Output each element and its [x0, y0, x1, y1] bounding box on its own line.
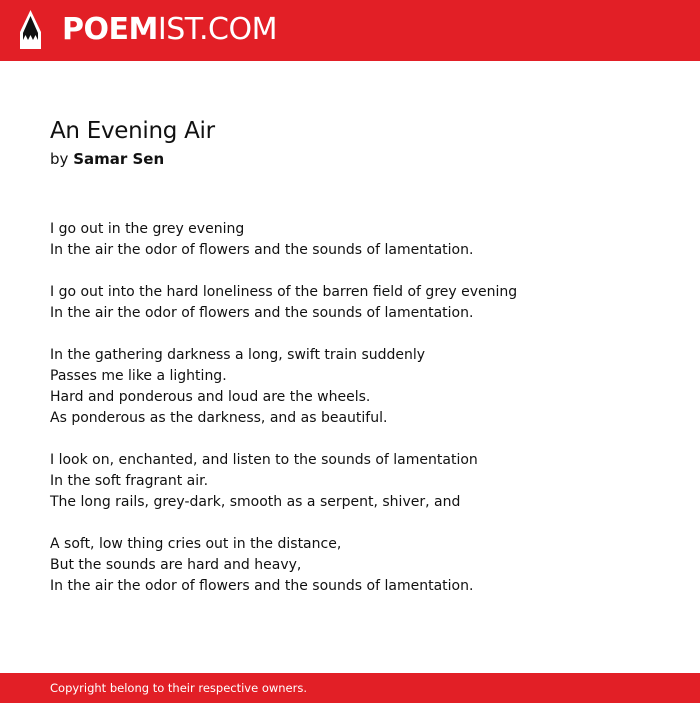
- poem-line: Hard and ponderous and loud are the wheels.: [50, 389, 371, 405]
- by-label: by: [50, 150, 69, 168]
- poem-byline: [50, 149, 164, 169]
- poem-line: I go out into the hard loneliness of the barren field of grey evening: [50, 284, 518, 300]
- poem-line: In the air the odor of flowers and the sounds of lamentation.: [50, 578, 474, 594]
- poem-stanza: [50, 534, 670, 597]
- pencil-tip-icon[interactable]: [18, 10, 43, 51]
- poem-line: I look on, enchanted, and listen to the sounds of lamentation: [50, 452, 478, 468]
- poem-line: As ponderous as the darkness, and as beautiful.: [50, 410, 388, 426]
- poem-line: I go out in the grey evening: [50, 221, 245, 237]
- poem-stanza: [50, 345, 670, 429]
- poem-line: The long rails, grey-dark, smooth as a serpent, shiver, and: [50, 494, 461, 510]
- poem-stanza: [50, 219, 670, 261]
- poem-line: In the air the odor of flowers and the sounds of lamentation.: [50, 305, 474, 321]
- site-footer: [0, 673, 700, 703]
- poem-stanza: [50, 450, 670, 513]
- poem-author: Samar Sen: [73, 150, 165, 168]
- copyright-notice: Copyright belong to their respective owners.: [50, 681, 308, 695]
- logo-light-text: IST.COM: [157, 12, 277, 47]
- poem-line: In the air the odor of flowers and the sounds of lamentation.: [50, 242, 474, 258]
- poem-line: But the sounds are hard and heavy,: [50, 557, 302, 573]
- logo-bold-text: POEM: [62, 12, 158, 47]
- poem-body: [50, 219, 670, 618]
- poem-stanza: [50, 282, 670, 324]
- poem-line: A soft, low thing cries out in the distance,: [50, 536, 342, 552]
- poem-line: In the gathering darkness a long, swift train suddenly: [50, 347, 426, 363]
- poem-line: In the soft fragrant air.: [50, 473, 209, 489]
- site-logo[interactable]: [62, 13, 277, 47]
- poem-title: An Evening Air: [50, 118, 215, 144]
- site-header: [0, 0, 700, 61]
- poem-line: Passes me like a lighting.: [50, 368, 227, 384]
